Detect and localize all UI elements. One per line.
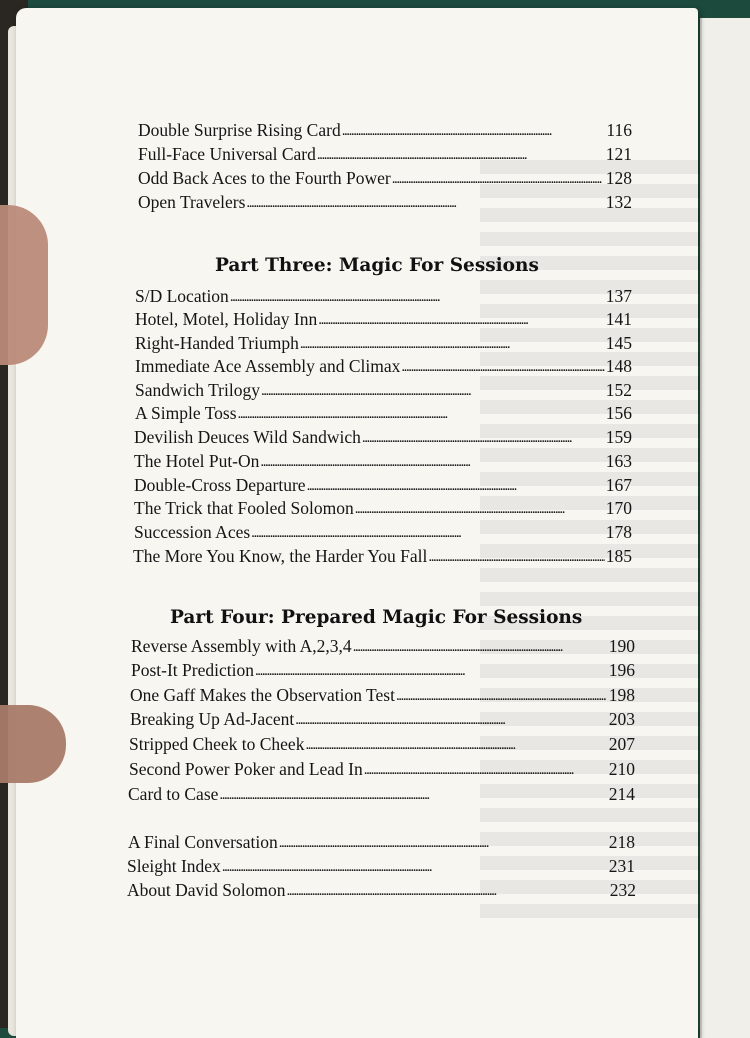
toc-entry-title: A Simple Toss: [135, 402, 237, 423]
leader-dots: [307, 476, 605, 494]
leader-dots: [353, 637, 608, 655]
leader-dots: [279, 833, 608, 851]
toc-entry-page: 232: [609, 879, 636, 900]
toc-entry: [135, 381, 632, 399]
leader-dots: [219, 785, 607, 803]
toc-entry-page: 132: [605, 191, 632, 212]
toc-entry-page: 128: [605, 167, 632, 188]
toc-entry-page: 190: [608, 635, 635, 656]
leader-dots: [396, 686, 608, 704]
toc-entry: [131, 661, 635, 679]
toc-entry-title: Immediate Ace Assembly and Climax: [135, 355, 401, 376]
toc-entry: [138, 169, 632, 187]
toc-entry-title: About David Solomon: [127, 879, 286, 900]
toc-entry-title: Succession Aces: [134, 521, 251, 542]
toc-entry-page: 214: [608, 783, 635, 804]
toc-entry-title: Odd Back Aces to the Fourth Power: [138, 167, 391, 188]
toc-entry: [135, 357, 632, 375]
part-three-heading: Part Three: Magic For Sessions: [215, 255, 539, 276]
facing-page-edge: [700, 18, 750, 1038]
leader-dots: [318, 310, 604, 328]
toc-entry-page: 203: [608, 708, 635, 729]
toc-entry-title: Second Power Poker and Lead In: [129, 758, 363, 779]
leader-dots: [222, 857, 608, 875]
toc-entry: [128, 785, 635, 803]
toc-entry-page: 116: [606, 119, 632, 140]
toc-entry-title: Full-Face Universal Card: [138, 143, 316, 164]
toc-entry-title: Reverse Assembly with A,2,3,4: [131, 635, 352, 656]
toc-entry: [138, 193, 632, 211]
toc-entry: [134, 452, 632, 470]
toc-entry-title: Hotel, Motel, Holiday Inn: [135, 308, 318, 329]
toc-entry-title: Sleight Index: [127, 855, 221, 876]
toc-entry: [135, 287, 632, 305]
leader-dots: [305, 735, 607, 753]
toc-entry-page: 178: [605, 521, 632, 542]
toc-entry: [127, 881, 636, 899]
toc-entry-title: Double-Cross Departure: [134, 474, 306, 495]
toc-entry-page: 207: [608, 733, 635, 754]
holding-finger-top: [0, 205, 48, 365]
toc-entry-page: 196: [608, 659, 635, 680]
toc-entry: [134, 523, 632, 541]
toc-entry: [131, 637, 635, 655]
leader-dots: [251, 523, 605, 541]
toc-entry: [134, 428, 632, 446]
toc-entry-page: 141: [605, 308, 632, 329]
toc-entry-title: Stripped Cheek to Cheek: [129, 733, 305, 754]
toc-entry-page: 185: [605, 545, 632, 566]
toc-entry: [135, 404, 632, 422]
leader-dots: [230, 287, 605, 305]
toc-entry-page: 163: [605, 450, 632, 471]
toc-entry-title: One Gaff Makes the Observation Test: [130, 684, 395, 705]
leader-dots: [246, 193, 604, 211]
toc-entry-page: 198: [608, 684, 635, 705]
leader-dots: [392, 169, 605, 187]
toc-entry-title: S/D Location: [135, 285, 229, 306]
toc-entry: [135, 310, 632, 328]
toc-entry: [138, 121, 632, 139]
toc-entry-page: 170: [605, 497, 632, 518]
toc-entry-page: 121: [605, 143, 632, 164]
toc-entry: [130, 710, 635, 728]
toc-entry-title: The More You Know, the Harder You Fall: [133, 545, 428, 566]
toc-entry-page: 156: [605, 402, 632, 423]
leader-dots: [364, 760, 608, 778]
toc-entry: [138, 145, 632, 163]
toc-entry: [133, 547, 632, 565]
toc-entry-title: Breaking Up Ad-Jacent: [130, 708, 295, 729]
toc-entry: [135, 334, 632, 352]
toc-entry-title: Double Surprise Rising Card: [138, 119, 341, 140]
leader-dots: [355, 499, 605, 517]
toc-entry-page: 152: [605, 379, 632, 400]
leader-dots: [260, 452, 604, 470]
leader-dots: [342, 121, 606, 139]
leader-dots: [317, 145, 605, 163]
toc-entry-page: 218: [608, 831, 635, 852]
leader-dots: [238, 404, 605, 422]
toc-entry-title: The Trick that Fooled Solomon: [134, 497, 354, 518]
leader-dots: [286, 881, 608, 899]
leader-dots: [428, 547, 604, 565]
leader-dots: [362, 428, 605, 446]
toc-entry-title: Devilish Deuces Wild Sandwich: [134, 426, 361, 447]
toc-entry-title: A Final Conversation: [128, 831, 278, 852]
toc-entry-title: The Hotel Put-On: [134, 450, 260, 471]
toc-entry-page: 210: [608, 758, 635, 779]
toc-entry-page: 231: [608, 855, 635, 876]
toc-entry: [134, 499, 632, 517]
toc-entry-title: Sandwich Trilogy: [135, 379, 260, 400]
toc-entry-page: 148: [605, 355, 632, 376]
toc-entry: [134, 476, 632, 494]
toc-entry: [129, 760, 635, 778]
toc-entry-page: 137: [605, 285, 632, 306]
toc-entry-page: 145: [605, 332, 632, 353]
leader-dots: [401, 357, 604, 375]
leader-dots: [261, 381, 605, 399]
leader-dots: [300, 334, 605, 352]
toc-entry: [130, 686, 635, 704]
leader-dots: [295, 710, 607, 728]
toc-entry-page: 159: [605, 426, 632, 447]
toc-entry-title: Open Travelers: [138, 191, 246, 212]
toc-entry: [128, 833, 635, 851]
toc-entry: [129, 735, 635, 753]
toc-entry: [127, 857, 635, 875]
toc-entry-title: Card to Case: [128, 783, 219, 804]
leader-dots: [255, 661, 608, 679]
toc-entry-page: 167: [605, 474, 632, 495]
toc-entry-title: Post-It Prediction: [131, 659, 254, 680]
toc-entry-title: Right-Handed Triumph: [135, 332, 299, 353]
part-four-heading: Part Four: Prepared Magic For Sessions: [170, 607, 583, 628]
